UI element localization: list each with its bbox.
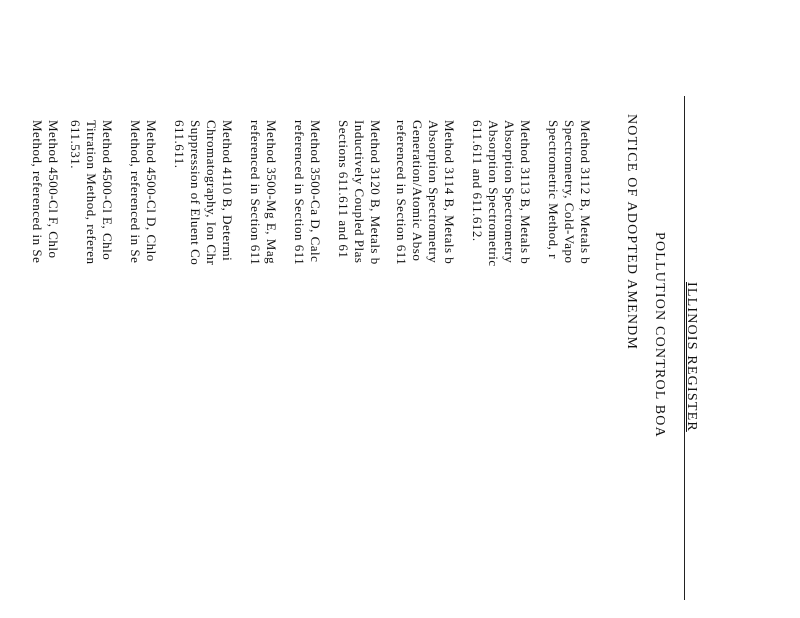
para3-line4: referenced in Section 611 (394, 120, 409, 266)
notice-title: NOTICE OF ADOPTED AMENDM (624, 114, 639, 351)
para6-line1: Method 3500-Mg E, Mag (264, 120, 279, 265)
para2-line2: Absorption Spectrometry (502, 120, 517, 264)
para10-line2: Method, referenced in Se (30, 120, 45, 264)
para9-line1: Method 4500-Cl E, Chlo (100, 120, 115, 261)
para7-line2: Chromatography, Ion Chr (204, 120, 219, 266)
para1-line1: Method 3112 B, Metals b (578, 120, 593, 265)
para2-line1: Method 3113 B, Metals b (518, 120, 533, 265)
para9-line3: 611.531. (68, 120, 83, 170)
para8-line1: Method 4500-Cl D, Chlo (144, 120, 159, 262)
para7-line3: Suppression of Eluent Co (188, 120, 203, 266)
para2-line3: Absorption Spectrometric (486, 120, 501, 267)
para6-line2: referenced in Section 611 (248, 120, 263, 266)
para4-line2: Inductively Coupled Plas (352, 120, 367, 264)
register-title: ILLINOIS REGISTER (684, 282, 699, 432)
rotated-document (30, 96, 700, 616)
para5-line2: referenced in Section 611 (292, 120, 307, 266)
para5-line1: Method 3500-Ca D, Calc (308, 120, 323, 263)
para4-line1: Method 3120 B, Metals b (368, 120, 383, 265)
para3-line3: Generation/Atomic Abso (410, 120, 425, 262)
para3-line2: Absorption Spectrometry (426, 120, 441, 264)
para7-line4: 611.611. (172, 120, 187, 169)
para3-line1: Method 3114 B, Metals b (442, 120, 457, 265)
board-title: POLLUTION CONTROL BOA (652, 232, 667, 438)
para9-line2: Titration Method, referen (84, 120, 99, 265)
para1-line3: Spectrometric Method, r (546, 120, 561, 259)
para4-line3: Sections 611.611 and 61 (336, 120, 351, 259)
para10-line1: Method 4500-Cl F, Chlo (46, 120, 61, 259)
para1-line2: Spectrometry, Cold-Vapo (562, 120, 577, 264)
para8-line2: Method, referenced in Se (128, 120, 143, 264)
para2-line4: 611.611 and 611.612. (470, 120, 485, 242)
para7-line1: Method 4110 B, Determi (220, 120, 235, 262)
